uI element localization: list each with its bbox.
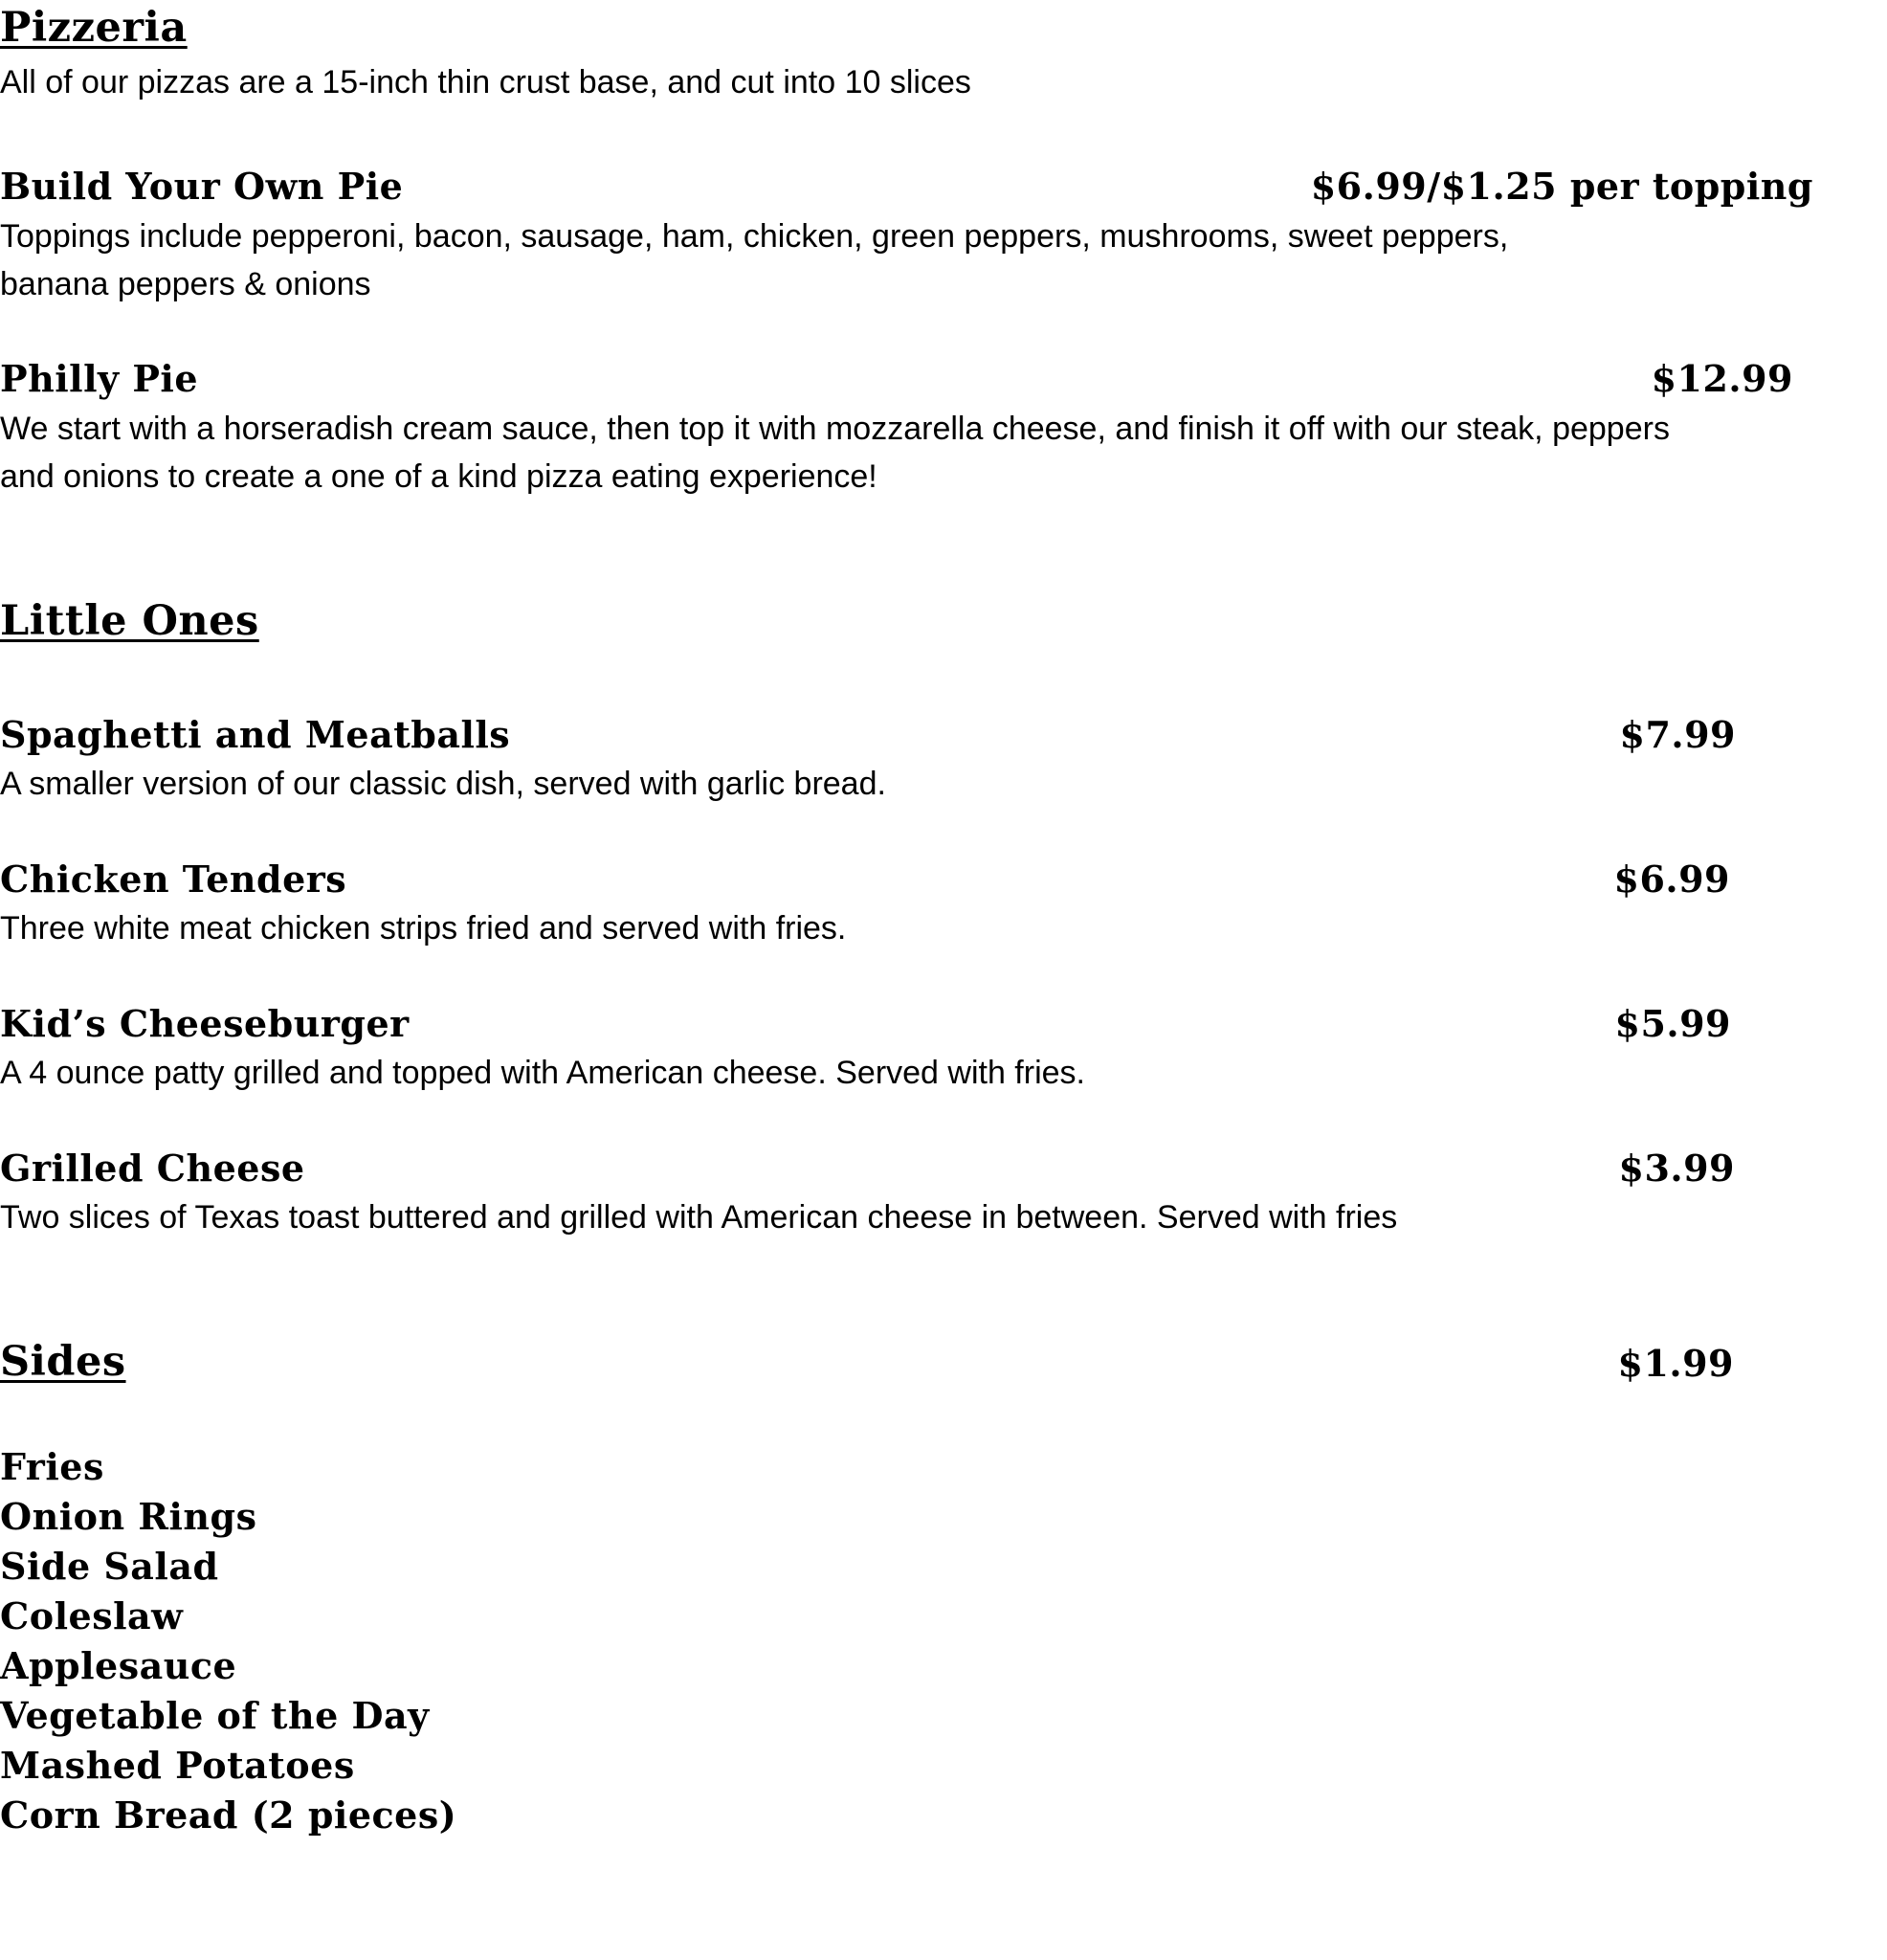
- pizzeria-section-title: Pizzeria: [0, 4, 188, 52]
- side-item-applesauce: Applesauce: [0, 1644, 237, 1687]
- item-description-kids-cheeseburger: A 4 ounce patty grilled and topped with American cheese. Served with fries.: [0, 1055, 1085, 1091]
- side-item-fries: Fries: [0, 1445, 104, 1488]
- item-name-spaghetti-and-meatballs: Spaghetti and Meatballs: [0, 713, 511, 756]
- item-description-philly-pie-line-1: We start with a horseradish cream sauce, then top it with mozzarella cheese, and finish it off with our steak, peppers: [0, 411, 1670, 447]
- side-item-coleslaw: Coleslaw: [0, 1594, 184, 1637]
- side-item-corn-bread: Corn Bread (2 pieces): [0, 1793, 457, 1837]
- item-price-chicken-tenders: $6.99: [1613, 858, 1730, 901]
- side-item-side-salad: Side Salad: [0, 1545, 219, 1588]
- item-description-chicken-tenders: Three white meat chicken strips fried and served with fries.: [0, 910, 847, 947]
- item-description-spaghetti-and-meatballs: A smaller version of our classic dish, served with garlic bread.: [0, 766, 886, 802]
- sides-section-title: Sides: [0, 1338, 126, 1386]
- side-item-onion-rings: Onion Rings: [0, 1495, 257, 1538]
- item-description-build-your-own-pie-line-2: banana peppers & onions: [0, 266, 371, 302]
- item-name-grilled-cheese: Grilled Cheese: [0, 1147, 305, 1190]
- item-name-philly-pie: Philly Pie: [0, 357, 199, 400]
- pizzeria-intro: All of our pizzas are a 15-inch thin crust base, and cut into 10 slices: [0, 64, 971, 100]
- item-price-grilled-cheese: $3.99: [1618, 1147, 1735, 1190]
- item-name-build-your-own-pie: Build Your Own Pie: [0, 165, 404, 208]
- little-ones-section-title: Little Ones: [0, 597, 259, 645]
- item-price-spaghetti-and-meatballs: $7.99: [1619, 713, 1736, 756]
- item-price-philly-pie: $12.99: [1651, 357, 1793, 400]
- item-description-grilled-cheese: Two slices of Texas toast buttered and grilled with American cheese in between. Served with fries: [0, 1199, 1398, 1236]
- item-name-kids-cheeseburger: Kid’s Cheeseburger: [0, 1002, 410, 1045]
- side-item-mashed-potatoes: Mashed Potatoes: [0, 1744, 355, 1787]
- item-description-philly-pie-line-2: and onions to create a one of a kind pizza eating experience!: [0, 458, 877, 495]
- sides-price: $1.99: [1617, 1342, 1734, 1385]
- item-price-kids-cheeseburger: $5.99: [1614, 1002, 1731, 1045]
- item-description-build-your-own-pie-line-1: Toppings include pepperoni, bacon, sausage, ham, chicken, green peppers, mushrooms, sweet peppers,: [0, 218, 1509, 255]
- side-item-vegetable-of-the-day: Vegetable of the Day: [0, 1694, 430, 1737]
- item-name-chicken-tenders: Chicken Tenders: [0, 858, 347, 901]
- item-price-build-your-own-pie: $6.99/$1.25 per topping: [1310, 165, 1813, 208]
